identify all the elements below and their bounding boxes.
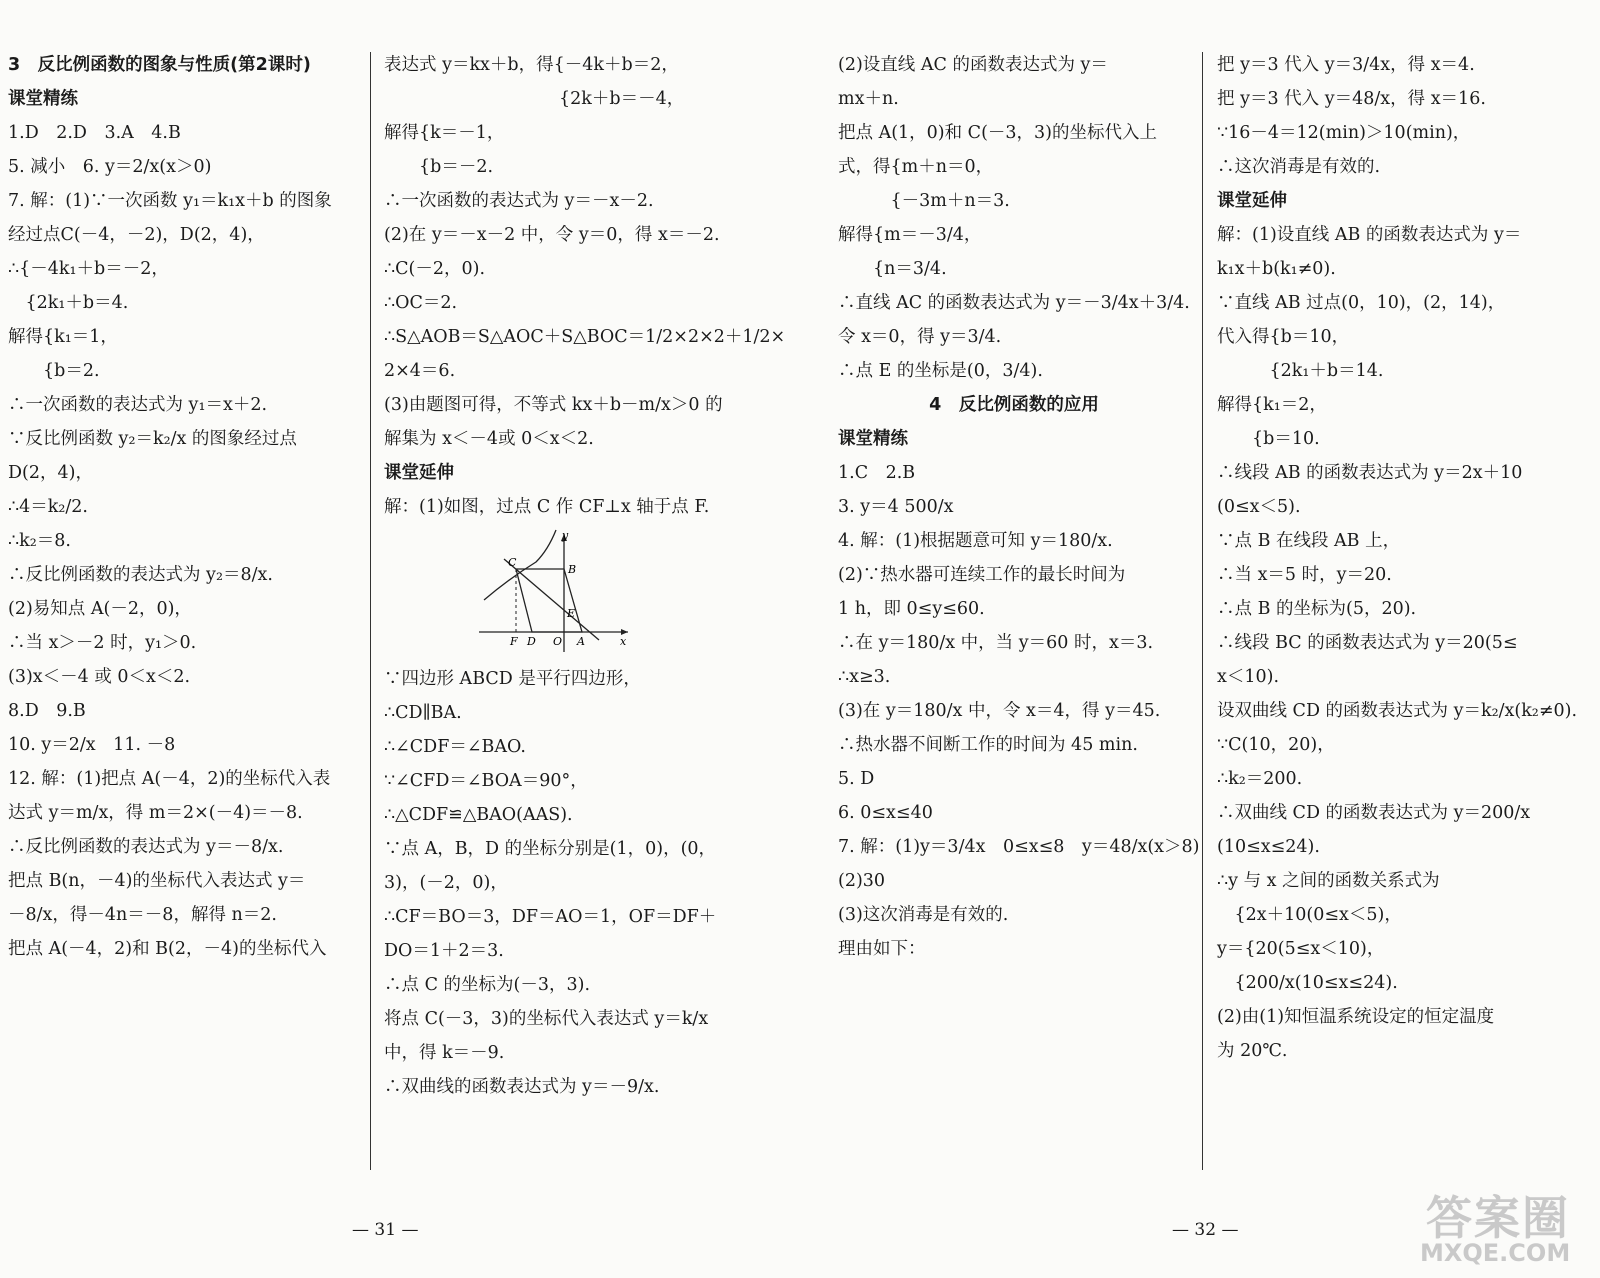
text-line: ∴C(－2，0). [384, 259, 486, 279]
text-line: ∴反比例函数的表达式为 y₂＝8/x. [8, 565, 273, 585]
text-line: －8/x，得－4n＝－8，解得 n＝2. [8, 905, 277, 925]
text-line: {n＝3/4. [838, 259, 947, 279]
text-line: DO＝1＋2＝3. [384, 941, 504, 961]
text-line: ∴x≥3. [838, 667, 891, 687]
parallelogram-figure [474, 528, 634, 656]
text-line: ∴k₂＝8. [8, 531, 71, 551]
text-line: {－3m＋n＝3. [838, 191, 1010, 211]
text-line: (2)由(1)知恒温系统设定的恒定温度 [1217, 1007, 1495, 1027]
fig-label-d: D [527, 635, 536, 648]
watermark-logo [1420, 1191, 1571, 1267]
text-line: ∴双曲线的函数表达式为 y＝－9/x. [384, 1077, 660, 1097]
text-line: ∴点 B 的坐标为(5，20). [1217, 599, 1417, 619]
text-line: 1.C 2.B [838, 463, 916, 483]
text-line: 1.D 2.D 3.A 4.B [8, 123, 181, 143]
column-2 [384, 48, 786, 1104]
text-line: {200/x(10≤x≤24). [1217, 973, 1398, 993]
text-line: 解集为 x＜－4或 0＜x＜2. [384, 429, 594, 449]
text-line: 1 h，即 0≤y≤60. [838, 599, 985, 619]
text-line: ∴线段 AB 的函数表达式为 y＝2x＋10 [1217, 463, 1523, 483]
text-line: 把点 A(－4，2)和 B(2，－4)的坐标代入 [8, 939, 327, 959]
text-line: 6. 0≤x≤40 [838, 803, 933, 823]
fig-label-c: C [508, 556, 517, 569]
text-line: ∴4＝k₂/2. [8, 497, 88, 517]
text-line: ∴{－4k₁＋b＝－2， [8, 259, 169, 279]
watermark-bottom: MXQE.COM [1420, 1239, 1571, 1267]
text-line: 代入得{b＝10， [1217, 327, 1350, 347]
text-line: {2k＋b＝－4， [384, 89, 685, 109]
text-line: ∴y 与 x 之间的函数关系式为 [1217, 871, 1440, 891]
text-line: ∵反比例函数 y₂＝k₂/x 的图象经过点 [8, 429, 297, 449]
text-line: 课堂精练 [838, 429, 908, 449]
text-line: 5. 减小 6. y＝2/x(x＞0) [8, 157, 212, 177]
text-line: ∵直线 AB 过点(0，10)，(2，14)， [1217, 293, 1506, 313]
fig-label-f: F [510, 635, 518, 648]
fig-label-x: x [620, 635, 627, 648]
text-line: 课堂延伸 [1217, 191, 1287, 211]
text-line: ∴在 y＝180/x 中，当 y＝60 时，x＝3. [838, 633, 1154, 653]
text-line: (0≤x＜5). [1217, 497, 1301, 517]
text-line: 3)，(－2，0)， [384, 873, 508, 893]
text-line: (2)30 [838, 871, 886, 891]
text-line: (3)由题图可得，不等式 kx＋b－m/x＞0 的 [384, 395, 723, 415]
fig-label-y: y [562, 529, 569, 542]
text-line: (10≤x≤24). [1217, 837, 1320, 857]
column-4 [1217, 48, 1589, 1068]
text-line: ∵∠CFD＝∠BOA＝90°， [384, 771, 588, 791]
fig-label-e: E [567, 607, 576, 620]
text-line: 把点 B(n，－4)的坐标代入表达式 y＝ [8, 871, 306, 891]
text-line: 表达式 y＝kx＋b，得{－4k＋b＝2， [384, 55, 679, 75]
text-line: k₁x＋b(k₁≠0). [1217, 259, 1336, 279]
text-line: ∴线段 BC 的函数表达式为 y＝20(5≤ [1217, 633, 1518, 653]
text-line: ∵点 B 在线段 AB 上， [1217, 531, 1401, 551]
text-line: 令 x＝0，得 y＝3/4. [838, 327, 1002, 347]
text-line: 理由如下： [838, 939, 926, 959]
text-line: 解得{k₁＝2， [1217, 395, 1327, 415]
text-line: ∴点 E 的坐标是(0，3/4). [838, 361, 1043, 381]
text-line: ∴CD∥BA. [384, 703, 462, 723]
text-line: (2)∵热水器可连续工作的最长时间为 [838, 565, 1126, 585]
text-line: 12. 解：(1)把点 A(－4，2)的坐标代入表 [8, 769, 331, 789]
text-line: (2)在 y＝－x－2 中，令 y＝0，得 x＝－2. [384, 225, 720, 245]
text-line: x＜10). [1217, 667, 1280, 687]
text-line: 7. 解：(1)∵一次函数 y₁＝k₁x＋b 的图象 [8, 191, 332, 211]
column-2-top [384, 48, 786, 524]
text-line: 把 y＝3 代入 y＝48/x，得 x＝16. [1217, 89, 1486, 109]
page-number-left: — 31 — [352, 1220, 419, 1240]
text-line: 经过点C(－4，－2)，D(2，4)， [8, 225, 265, 245]
text-line: {2k₁＋b＝14. [1217, 361, 1384, 381]
text-line: ∴直线 AC 的函数表达式为 y＝－3/4x＋3/4. [838, 293, 1190, 313]
text-line: 8.D 9.B [8, 701, 86, 721]
text-line: (2)设直线 AC 的函数表达式为 y＝ [838, 55, 1108, 75]
text-line: (3)x＜－4 或 0＜x＜2. [8, 667, 191, 687]
text-line: D(2，4)， [8, 463, 93, 483]
text-line: ∴k₂＝200. [1217, 769, 1303, 789]
text-line: 达式 y＝m/x，得 m＝2×(－4)＝－8. [8, 803, 303, 823]
text-line: ∴S△AOB＝S△AOC＋S△BOC＝1/2×2×2＋1/2× [384, 327, 786, 347]
page-number-right: — 32 — [1172, 1220, 1239, 1240]
text-line: 3. y＝4 500/x [838, 497, 954, 517]
text-line: 解得{m＝－3/4， [838, 225, 982, 245]
text-line: ∴一次函数的表达式为 y＝－x－2. [384, 191, 654, 211]
text-line: (2)易知点 A(－2，0)， [8, 599, 192, 619]
text-line: 设双曲线 CD 的函数表达式为 y＝k₂/x(k₂≠0). [1217, 701, 1578, 721]
text-line: 4 反比例函数的应用 [929, 395, 1099, 415]
column-3 [838, 48, 1200, 966]
text-line: ∴这次消毒是有效的. [1217, 157, 1381, 177]
text-line: y＝{20(5≤x＜10)， [1217, 939, 1385, 959]
text-line: ∴一次函数的表达式为 y₁＝x＋2. [8, 395, 268, 415]
fig-label-a: A [577, 635, 585, 648]
text-line: 2×4＝6. [384, 361, 456, 381]
text-line: {2k₁＋b＝4. [8, 293, 129, 313]
text-line: ∴双曲线 CD 的函数表达式为 y＝200/x [1217, 803, 1531, 823]
text-line: ∵点 A，B，D 的坐标分别是(1，0)，(0， [384, 839, 717, 859]
text-line: {b＝10. [1217, 429, 1320, 449]
text-line: 把 y＝3 代入 y＝3/4x，得 x＝4. [1217, 55, 1475, 75]
text-line: mx＋n. [838, 89, 899, 109]
text-line: (3)这次消毒是有效的. [838, 905, 1009, 925]
text-line: 4. 解：(1)根据题意可知 y＝180/x. [838, 531, 1113, 551]
text-line: 课堂精练 [8, 89, 78, 109]
text-line: 为 20℃. [1217, 1041, 1288, 1061]
text-line: ∴OC＝2. [384, 293, 458, 313]
text-line: ∵四边形 ABCD 是平行四边形， [384, 669, 641, 689]
fig-label-o: O [553, 635, 563, 648]
text-line: ∴CF＝BO＝3，DF＝AO＝1，OF＝DF＋ [384, 907, 717, 927]
text-line: 解：(1)设直线 AB 的函数表达式为 y＝ [1217, 225, 1522, 245]
text-line: ∴△CDF≌△BAO(AAS). [384, 805, 573, 825]
text-line: 中，得 k＝－9. [384, 1043, 505, 1063]
text-line: ∴当 x＝5 时，y＝20. [1217, 565, 1392, 585]
text-line: ∴热水器不间断工作的时间为 45 min. [838, 735, 1138, 755]
text-line: (3)在 y＝180/x 中，令 x＝4，得 y＝45. [838, 701, 1161, 721]
column-1 [8, 48, 358, 966]
text-line: 式，得{m＋n＝0， [838, 157, 994, 177]
text-line: 3 反比例函数的图象与性质(第2课时) [8, 55, 311, 75]
column-divider-left-page [370, 52, 371, 1170]
text-line: 解得{k＝－1， [384, 123, 505, 143]
fig-label-b: B [568, 563, 577, 576]
text-line: 7. 解：(1)y＝3/4x 0≤x≤8 y＝48/x(x＞8) [838, 837, 1200, 857]
watermark-top: 答案圈 [1426, 1191, 1570, 1245]
text-line: 5. D [838, 769, 875, 789]
text-line: ∵C(10，20)， [1217, 735, 1335, 755]
text-line: 将点 C(－3，3)的坐标代入表达式 y＝k/x [384, 1009, 709, 1029]
text-line: {b＝2. [8, 361, 100, 381]
text-line: 解得{k₁＝1， [8, 327, 118, 347]
text-line: 10. y＝2/x 11. －8 [8, 735, 176, 755]
text-line: {2x＋10(0≤x＜5)， [1217, 905, 1402, 925]
text-line: ∴∠CDF＝∠BAO. [384, 737, 526, 757]
column-2-bottom [384, 662, 740, 1104]
text-line: 解：(1)如图，过点 C 作 CF⊥x 轴于点 F. [384, 497, 710, 517]
text-line: 课堂延伸 [384, 463, 454, 483]
column-divider-right-page [1202, 52, 1203, 1170]
text-line: {b＝－2. [384, 157, 494, 177]
text-line: ∴当 x＞－2 时，y₁＞0. [8, 633, 197, 653]
text-line: ∵16－4＝12(min)＞10(min)， [1217, 123, 1471, 143]
text-line: ∴点 C 的坐标为(－3，3). [384, 975, 591, 995]
text-line: 把点 A(1，0)和 C(－3，3)的坐标代入上 [838, 123, 1157, 143]
text-line: ∴反比例函数的表达式为 y＝－8/x. [8, 837, 284, 857]
